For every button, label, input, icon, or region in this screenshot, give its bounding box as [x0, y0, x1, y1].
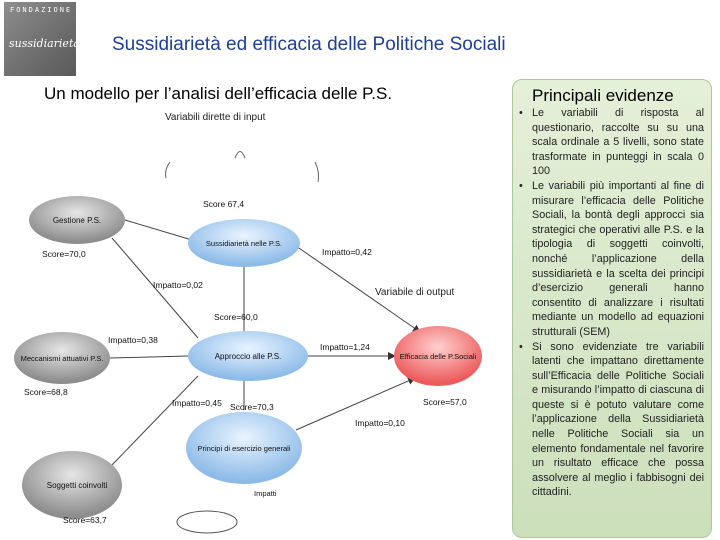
page-title: Sussidiarietà ed efficacia delle Politiche Sociali — [112, 34, 506, 55]
impact-label: Impatto=1,24 — [320, 342, 370, 352]
sem-diagram — [0, 100, 510, 540]
legend-ellipse — [177, 511, 237, 533]
impact-label: Impatto=0,42 — [322, 247, 372, 257]
node-sussidiarieta-label: Sussidiarietà nelle P.S. — [205, 239, 283, 248]
impact-label: Impatto=0,45 — [172, 398, 222, 408]
node-principi-label: Principi di esercizio generali — [197, 444, 291, 453]
node-approccio-label: Approccio alle P.S. — [214, 352, 282, 361]
evidence-bullet: • Si sono evidenziate tre variabili latenti che impattano direttamente sull’Efficacia delle Politiche Sociali e misurando l’impatto di ciascuna di queste si è potuto valutare come l’applicazione della Sussidiarietà nelle Politiche Sociali sia un elemento fondamentale nel favorire un risultato efficace che possa assolvere al meglio i fabbisogni dei cittadini. — [516, 340, 704, 501]
logo-top-text: FONDAZIONE — [10, 6, 73, 14]
impact-label: Impatto=0,02 — [153, 280, 203, 290]
impact-label: Impatto=0,38 — [108, 335, 158, 345]
node-efficacia-label: Efficacia delle P.Sociali — [399, 352, 477, 361]
legend-impacts-label: Impatti — [254, 489, 277, 498]
evidence-list — [516, 106, 704, 500]
node-approccio-score: Score=60,0 — [214, 312, 258, 322]
foundation-logo — [4, 2, 80, 76]
evidence-bullet: • Le variabili di risposta al questionario, raccolte su su una scala ordinale a 5 livelli, sono state trasformate in punteggi in scala 0 100 — [516, 106, 704, 179]
path-gestione-sussidiarieta — [125, 220, 192, 240]
path-meccanismi-approccio — [110, 356, 188, 358]
node-meccanismi-label: Meccanismi attuativi P.S. — [20, 354, 104, 363]
input-variables-label: Variabili dirette di input — [165, 112, 266, 123]
node-efficacia-score: Score=57,0 — [423, 397, 467, 407]
path-soggetti-approccio — [112, 376, 198, 465]
node-meccanismi-score: Score=68,8 — [24, 387, 68, 397]
node-soggetti-label: Soggetti coinvolti — [46, 481, 108, 490]
evidence-bullet: • Le variabili più importanti al fine di misurare l’efficacia delle Politiche Sociali, la bontà degli approcci sia strategici che operativi alle P.S. e la tipologia di soggetti coinvolti, nonché l’applicazione della sussidiarietà e la scelta dei principi d’esercizio generali hanno consentito di analizzare i risultati mediante un modello ad equazioni strutturali (SEM) — [516, 179, 704, 340]
node-gestione-score: Score=70,0 — [42, 249, 86, 259]
node-soggetti-score: Score=63,7 — [63, 515, 107, 525]
node-gestione-label: Gestione P.S. — [52, 216, 102, 225]
node-principi-score: Score=70,3 — [230, 402, 274, 412]
output-variable-label: Variabile di output — [375, 287, 455, 298]
input-brackets — [166, 152, 319, 183]
node-sussidiarieta-score: Score 67,4 — [203, 199, 245, 209]
impact-label: Impatto=0,10 — [355, 418, 405, 428]
logo-script-text: sussidiarietà — [9, 37, 80, 50]
evidence-title: Principali evidenze — [532, 86, 674, 105]
page-subtitle: Un modello per l’analisi dell’efficacia delle P.S. — [44, 84, 393, 103]
